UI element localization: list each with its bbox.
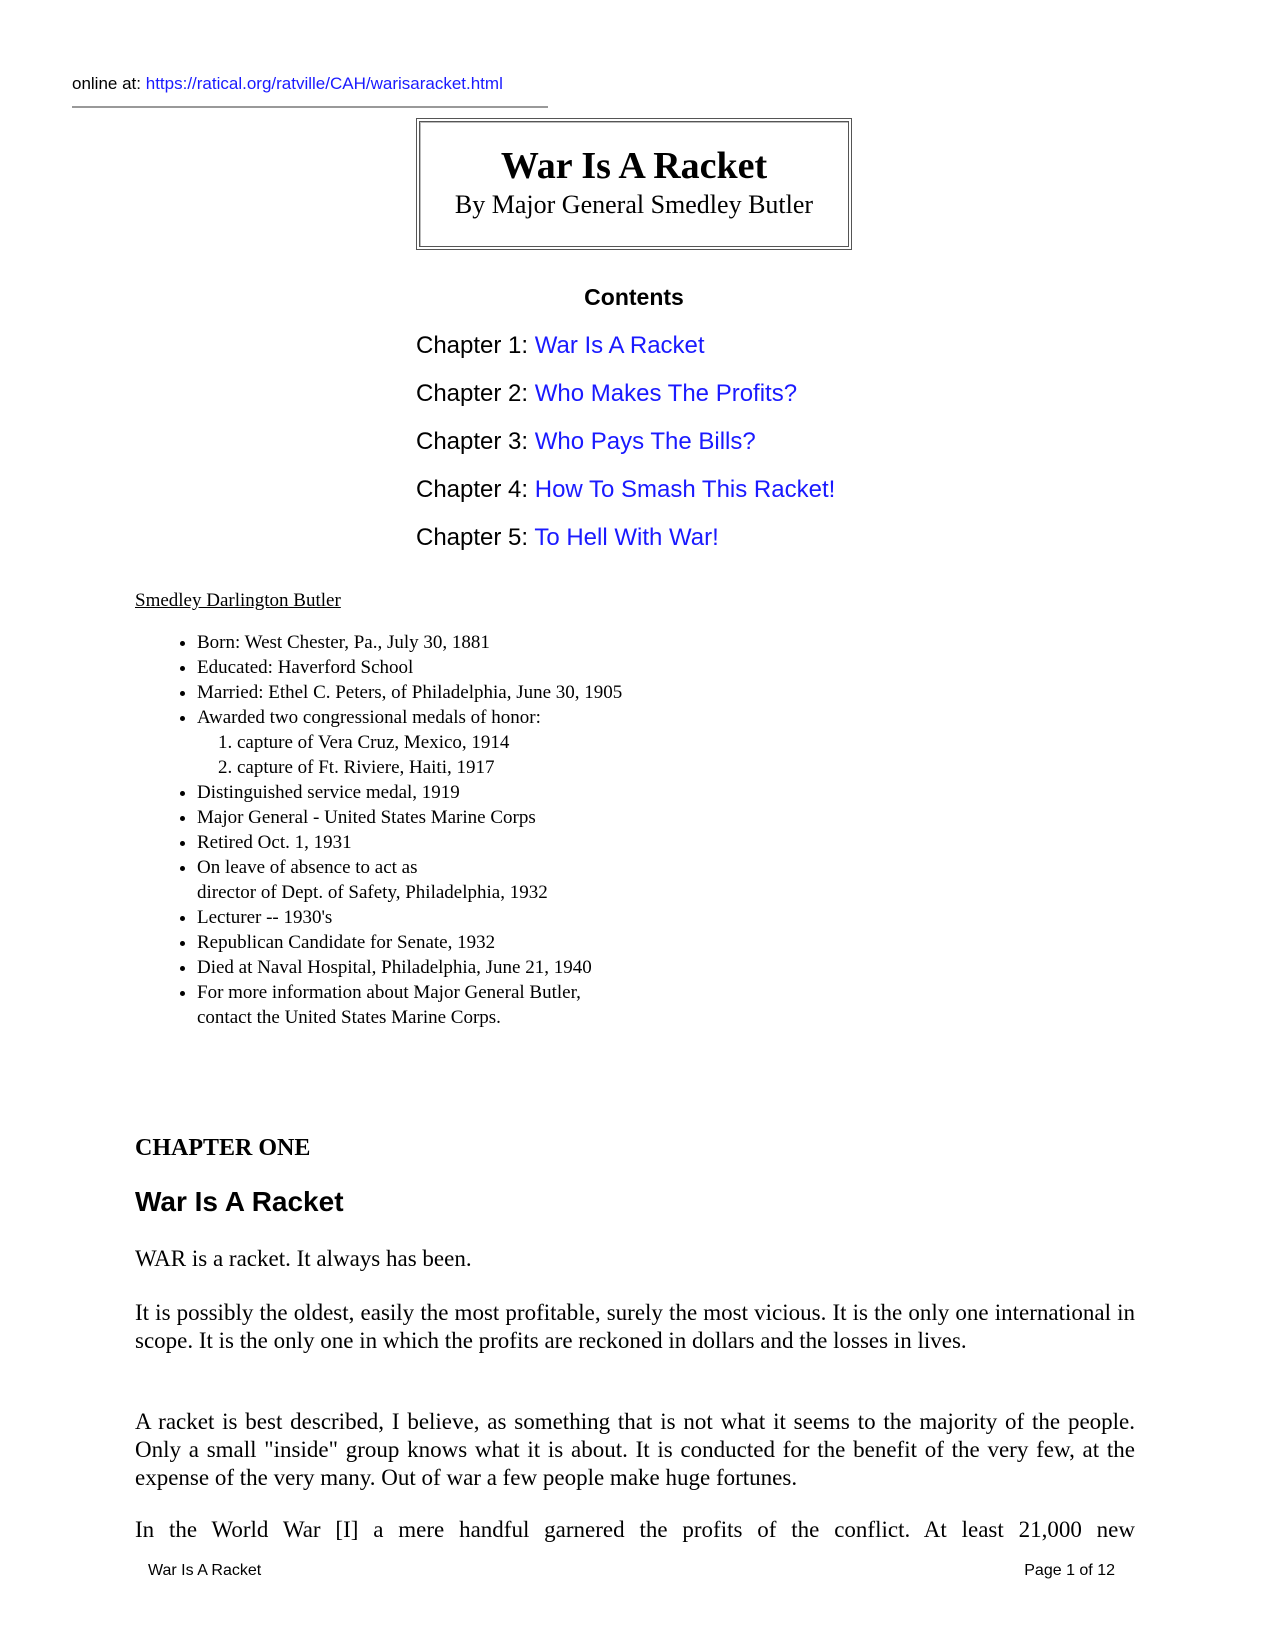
- chapter-paragraph-3: A racket is best described, I believe, as something that is not what it seems to the majority of the people. Only a small "inside" group knows what it is about. It is conducted for the benefit of the very few, at the expense of the very many. Out of war a few people make huge fortunes.: [135, 1409, 1135, 1490]
- toc-link-chapter-5[interactable]: To Hell With War!: [534, 524, 719, 551]
- toc-item-5: [416, 524, 835, 572]
- bio-info-line2: contact the United States Marine Corps.: [197, 1007, 501, 1028]
- header-divider: [72, 106, 548, 108]
- page-number: Page 1 of 12: [1024, 1562, 1115, 1579]
- bio-item-lecturer: • Lecturer -- 1930's: [197, 905, 797, 930]
- toc-link-chapter-3[interactable]: Who Pays The Bills?: [534, 428, 756, 455]
- bio-leave-line1: On leave of absence to act as: [197, 857, 418, 878]
- toc-link-chapter-2[interactable]: Who Makes The Profits?: [534, 380, 798, 407]
- toc-link-chapter-1[interactable]: War Is A Racket: [534, 332, 705, 359]
- toc-item-1: [416, 332, 835, 380]
- contents-heading: Contents: [584, 284, 684, 310]
- toc-prefix: Chapter 2:: [416, 380, 535, 407]
- bio-item-educated: • Educated: Haverford School: [197, 655, 797, 680]
- bio-item-candidate: • Republican Candidate for Senate, 1932: [197, 930, 797, 955]
- table-of-contents: [416, 332, 835, 572]
- source-prefix: online at:: [72, 74, 146, 93]
- toc-prefix: Chapter 5:: [416, 524, 535, 551]
- chapter-label: CHAPTER ONE: [135, 1135, 311, 1161]
- bio-item-born: • Born: West Chester, Pa., July 30, 1881: [197, 630, 797, 655]
- bio-item-died: • Died at Naval Hospital, Philadelphia, June 21, 1940: [197, 955, 797, 980]
- bio-item-married: • Married: Ethel C. Peters, of Philadelphia, June 30, 1905: [197, 680, 797, 705]
- toc-prefix: Chapter 3:: [416, 428, 535, 455]
- bio-item-leave: [197, 855, 797, 905]
- bio-name: Smedley Darlington Butler: [135, 590, 341, 611]
- bio-item-medals: [197, 705, 797, 780]
- bio-item-info: [197, 980, 797, 1030]
- source-line: [72, 74, 503, 94]
- chapter-paragraph-1: WAR is a racket. It always has been.: [135, 1246, 472, 1271]
- toc-link-chapter-4[interactable]: How To Smash This Racket!: [534, 476, 836, 503]
- chapter-paragraph-2: It is possibly the oldest, easily the most profitable, surely the most vicious. It is the only one international in scope. It is the only one in which the profits are reckoned in dollars and the losses in lives.: [135, 1300, 1135, 1353]
- bio-list: [175, 630, 797, 1030]
- bio-item-retired: • Retired Oct. 1, 1931: [197, 830, 797, 855]
- bio-item-rank: • Major General - United States Marine Corps: [197, 805, 797, 830]
- bio-medals-text: Awarded two congressional medals of honor:: [197, 707, 541, 728]
- document-title: War Is A Racket: [500, 145, 768, 187]
- title-box: [416, 118, 852, 250]
- bio-leave-line2: director of Dept. of Safety, Philadelphia, 1932: [197, 882, 548, 903]
- medals-list: [197, 730, 797, 780]
- medal-item-1: 1. capture of Vera Cruz, Mexico, 1914: [237, 730, 797, 755]
- medal-item-2: 2. capture of Ft. Riviere, Haiti, 1917: [237, 755, 797, 780]
- document-byline: By Major General Smedley Butler: [454, 190, 814, 219]
- footer-title: War Is A Racket: [148, 1562, 262, 1579]
- toc-item-2: [416, 380, 835, 428]
- chapter-title: War Is A Racket: [135, 1186, 344, 1217]
- chapter-paragraph-4: In the World War [I] a mere handful garnered the profits of the conflict. At least 21,000 new: [135, 1517, 1135, 1542]
- toc-item-3: [416, 428, 835, 476]
- bio-info-line1: For more information about Major General Butler,: [197, 982, 581, 1003]
- toc-prefix: Chapter 4:: [416, 476, 535, 503]
- source-url-link[interactable]: https://ratical.org/ratville/CAH/warisaracket.html: [145, 74, 503, 93]
- toc-item-4: [416, 476, 835, 524]
- toc-prefix: Chapter 1:: [416, 332, 535, 359]
- bio-item-service-medal: • Distinguished service medal, 1919: [197, 780, 797, 805]
